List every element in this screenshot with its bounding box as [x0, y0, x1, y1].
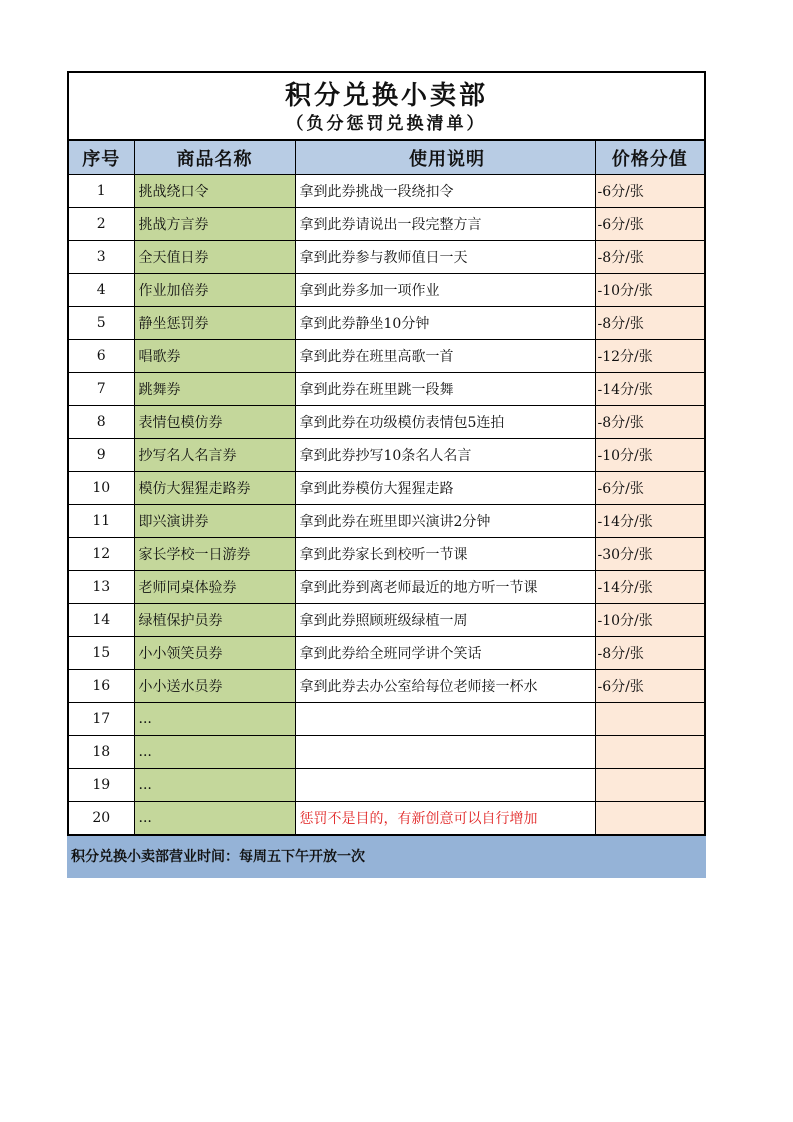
table-row — [68, 274, 705, 307]
item-price: -14分/张 — [595, 373, 705, 406]
item-description: 拿到此券在班里跳一段舞 — [295, 373, 595, 406]
row-number: 18 — [68, 736, 134, 769]
row-number: 11 — [68, 505, 134, 538]
table-row — [68, 307, 705, 340]
item-description: 拿到此券挑战一段绕扣令 — [295, 175, 595, 208]
table-row — [68, 703, 705, 736]
item-name: 即兴演讲券 — [134, 505, 295, 538]
item-description: 拿到此券到离老师最近的地方听一节课 — [295, 571, 595, 604]
item-price: -6分/张 — [595, 472, 705, 505]
row-number: 15 — [68, 637, 134, 670]
table-row — [68, 208, 705, 241]
row-number: 10 — [68, 472, 134, 505]
table-row — [68, 604, 705, 637]
page-subtitle: （负分惩罚兑换清单） — [286, 114, 487, 134]
item-description: 拿到此券请说出一段完整方言 — [295, 208, 595, 241]
item-description — [295, 769, 595, 802]
item-name: ... — [134, 802, 295, 835]
item-name: 表情包模仿券 — [134, 406, 295, 439]
table-header-row — [68, 141, 705, 175]
item-price: -30分/张 — [595, 538, 705, 571]
item-name: 静坐惩罚券 — [134, 307, 295, 340]
item-name: 老师同桌体验券 — [134, 571, 295, 604]
table-row — [68, 571, 705, 604]
item-name: 绿植保护员券 — [134, 604, 295, 637]
item-name: 小小领笑员券 — [134, 637, 295, 670]
table-row — [68, 505, 705, 538]
item-description: 拿到此券在班里即兴演讲2分钟 — [295, 505, 595, 538]
row-number: 16 — [68, 670, 134, 703]
exchange-sheet — [67, 71, 706, 878]
item-price: -8分/张 — [595, 241, 705, 274]
row-number: 9 — [68, 439, 134, 472]
table-row — [68, 538, 705, 571]
row-number: 17 — [68, 703, 134, 736]
item-name: 唱歌券 — [134, 340, 295, 373]
item-description: 拿到此券在班里高歌一首 — [295, 340, 595, 373]
row-number: 8 — [68, 406, 134, 439]
item-price — [595, 703, 705, 736]
table-row — [68, 736, 705, 769]
item-price: -8分/张 — [595, 406, 705, 439]
item-name: 挑战绕口令 — [134, 175, 295, 208]
item-description: 拿到此券照顾班级绿植一周 — [295, 604, 595, 637]
table-row — [68, 373, 705, 406]
row-number: 20 — [68, 802, 134, 835]
item-name: 模仿大猩猩走路券 — [134, 472, 295, 505]
footer-note: 积分兑换小卖部营业时间：每周五下午开放一次 — [67, 836, 706, 878]
table-row — [68, 175, 705, 208]
item-name: 小小送水员券 — [134, 670, 295, 703]
item-description: 拿到此券静坐10分钟 — [295, 307, 595, 340]
table-row — [68, 637, 705, 670]
title-block — [67, 71, 706, 140]
row-number: 19 — [68, 769, 134, 802]
item-price: -10分/张 — [595, 439, 705, 472]
item-name: 家长学校一日游券 — [134, 538, 295, 571]
row-number: 12 — [68, 538, 134, 571]
item-description — [295, 703, 595, 736]
item-name: ... — [134, 703, 295, 736]
item-price: -6分/张 — [595, 670, 705, 703]
item-price: -10分/张 — [595, 274, 705, 307]
item-name: 挑战方言券 — [134, 208, 295, 241]
table-body — [68, 175, 705, 835]
header-price: 价格分值 — [595, 141, 705, 175]
table-row — [68, 406, 705, 439]
table-row — [68, 670, 705, 703]
item-price: -14分/张 — [595, 571, 705, 604]
row-number: 13 — [68, 571, 134, 604]
item-name: ... — [134, 769, 295, 802]
item-price: -6分/张 — [595, 175, 705, 208]
row-number: 5 — [68, 307, 134, 340]
page-title: 积分兑换小卖部 — [284, 81, 488, 111]
table-row — [68, 802, 705, 835]
item-description — [295, 736, 595, 769]
row-number: 2 — [68, 208, 134, 241]
item-price: -8分/张 — [595, 307, 705, 340]
header-desc: 使用说明 — [295, 141, 595, 175]
table-row — [68, 769, 705, 802]
item-description: 拿到此券模仿大猩猩走路 — [295, 472, 595, 505]
row-number: 1 — [68, 175, 134, 208]
item-description: 拿到此券家长到校听一节课 — [295, 538, 595, 571]
item-description: 拿到此券去办公室给每位老师接一杯水 — [295, 670, 595, 703]
table-row — [68, 472, 705, 505]
table-row — [68, 340, 705, 373]
item-price — [595, 769, 705, 802]
header-no: 序号 — [68, 141, 134, 175]
item-price: -6分/张 — [595, 208, 705, 241]
item-name: 作业加倍券 — [134, 274, 295, 307]
item-description: 惩罚不是目的，有新创意可以自行增加 — [295, 802, 595, 835]
redemption-table — [67, 140, 706, 836]
item-price: -8分/张 — [595, 637, 705, 670]
item-price: -10分/张 — [595, 604, 705, 637]
header-name: 商品名称 — [134, 141, 295, 175]
item-description: 拿到此券在功级模仿表情包5连拍 — [295, 406, 595, 439]
item-description: 拿到此券抄写10条名人名言 — [295, 439, 595, 472]
item-description: 拿到此券给全班同学讲个笑话 — [295, 637, 595, 670]
row-number: 3 — [68, 241, 134, 274]
table-row — [68, 241, 705, 274]
item-price: -14分/张 — [595, 505, 705, 538]
item-description: 拿到此券多加一项作业 — [295, 274, 595, 307]
item-name: ... — [134, 736, 295, 769]
item-price — [595, 736, 705, 769]
item-price: -12分/张 — [595, 340, 705, 373]
table-row — [68, 439, 705, 472]
item-name: 抄写名人名言券 — [134, 439, 295, 472]
item-description: 拿到此券参与教师值日一天 — [295, 241, 595, 274]
item-name: 跳舞券 — [134, 373, 295, 406]
item-price — [595, 802, 705, 835]
row-number: 4 — [68, 274, 134, 307]
item-name: 全天值日券 — [134, 241, 295, 274]
row-number: 7 — [68, 373, 134, 406]
row-number: 14 — [68, 604, 134, 637]
row-number: 6 — [68, 340, 134, 373]
